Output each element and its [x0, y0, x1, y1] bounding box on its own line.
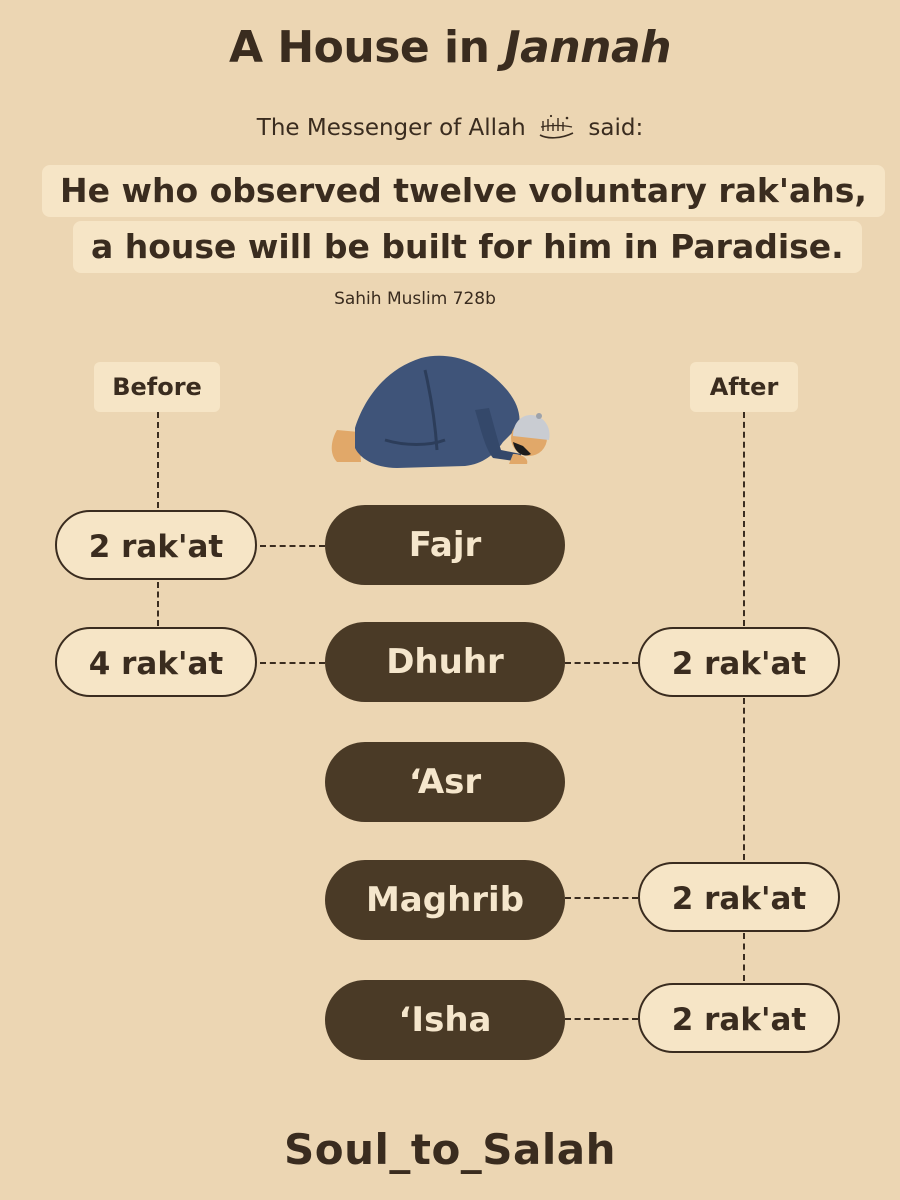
title-main: A House in [228, 22, 490, 73]
after-column-header: After [690, 362, 798, 412]
prayer-isha: ‘Isha [325, 980, 565, 1060]
isha-after-count: 2 rak'at [638, 983, 840, 1053]
dhuhr-after-count: 2 rak'at [638, 627, 840, 697]
page-title [0, 22, 900, 73]
before-column-header: Before [94, 362, 220, 412]
prostrating-man-icon [325, 350, 565, 475]
quote-line-1: He who observed twelve voluntary rak'ahs, [42, 165, 885, 217]
title-emphasis: Jannah [504, 22, 672, 73]
fajr-before-count: 2 rak'at [55, 510, 257, 580]
prayer-maghrib: Maghrib [325, 860, 565, 940]
dhuhr-before-count: 4 rak'at [55, 627, 257, 697]
maghrib-after-count: 2 rak'at [638, 862, 840, 932]
subtitle-before: The Messenger of Allah [256, 115, 526, 141]
hadith-source: Sahih Muslim 728b [334, 289, 496, 309]
subtitle [0, 113, 900, 141]
salawat-calligraphy-icon [537, 113, 577, 141]
prayer-asr: ‘Asr [325, 742, 565, 822]
quote-line-2: a house will be built for him in Paradise. [73, 221, 862, 273]
prayer-dhuhr: Dhuhr [325, 622, 565, 702]
brand-name: Soul_to_Salah [283, 1125, 617, 1174]
subtitle-after: said: [588, 115, 644, 141]
hadith-quote [40, 165, 867, 273]
prayer-fajr: Fajr [325, 505, 565, 585]
